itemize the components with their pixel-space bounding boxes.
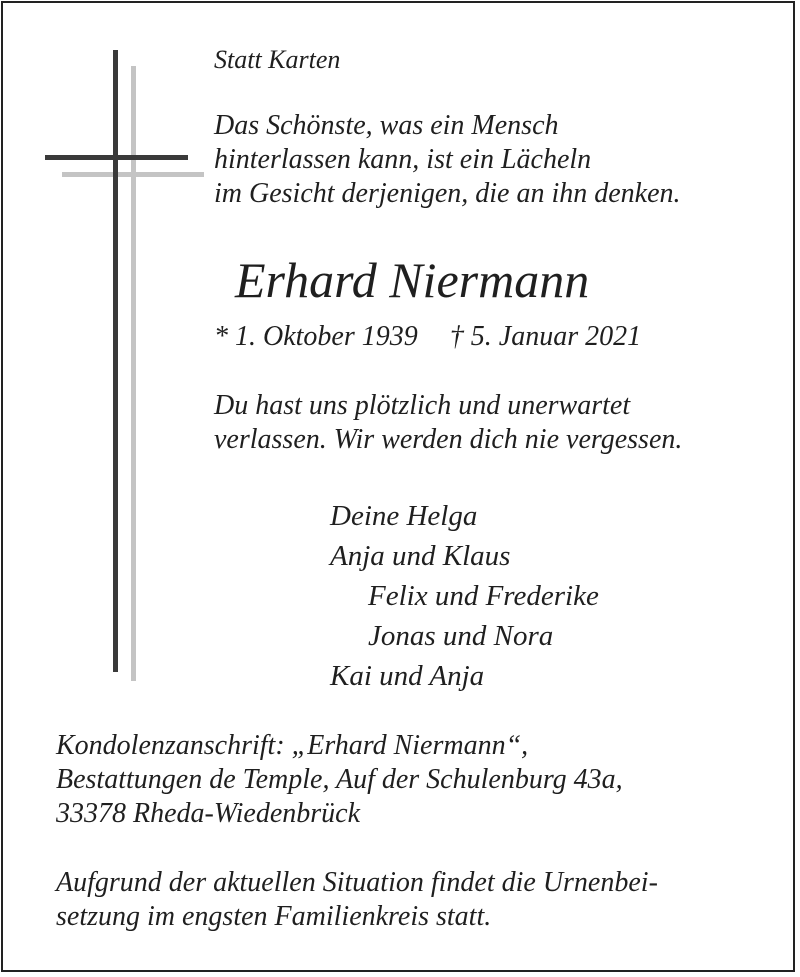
condolence-line: Bestattungen de Temple, Auf der Schulenburg 43a, [56, 764, 623, 795]
death-date: † 5. Januar 2021 [449, 321, 642, 352]
cross-dark-horizontal [45, 155, 188, 160]
condolence-line: Kondolenzanschrift: „Erhard Niermann“, [56, 730, 529, 761]
condolence-address [56, 729, 623, 831]
mourner: Felix und Frederike [368, 580, 599, 612]
quote-line: Das Schönste, was ein Mensch [214, 110, 559, 141]
quote [214, 109, 681, 211]
mourner: Deine Helga [330, 500, 478, 532]
cross-dark-vertical [113, 50, 118, 672]
mourner: Anja und Klaus [330, 540, 511, 572]
life-dates [214, 320, 641, 354]
cross-shadow-horizontal [62, 172, 204, 177]
quote-line: im Gesicht derjenigen, die an ihn denken. [214, 178, 681, 209]
mourners-list [330, 496, 599, 696]
mourner: Kai und Anja [330, 660, 485, 692]
deceased-name: Erhard Niermann [235, 252, 590, 308]
message-line: Du hast uns plötzlich und unerwartet [214, 390, 631, 421]
notice-line: setzung im engsten Familienkreis statt. [56, 901, 492, 932]
mourner: Jonas und Nora [368, 620, 554, 652]
farewell-message [214, 389, 682, 457]
burial-notice [56, 866, 658, 934]
notice-line: Aufgrund der aktuellen Situation findet die Urnenbei- [56, 867, 658, 898]
message-line: verlassen. Wir werden dich nie vergessen. [214, 424, 683, 455]
condolence-line: 33378 Rheda-Wiedenbrück [56, 798, 361, 829]
quote-line: hinterlassen kann, ist ein Lächeln [214, 144, 592, 175]
intro-text: Statt Karten [214, 45, 341, 74]
birth-date: * 1. Oktober 1939 [214, 321, 418, 352]
